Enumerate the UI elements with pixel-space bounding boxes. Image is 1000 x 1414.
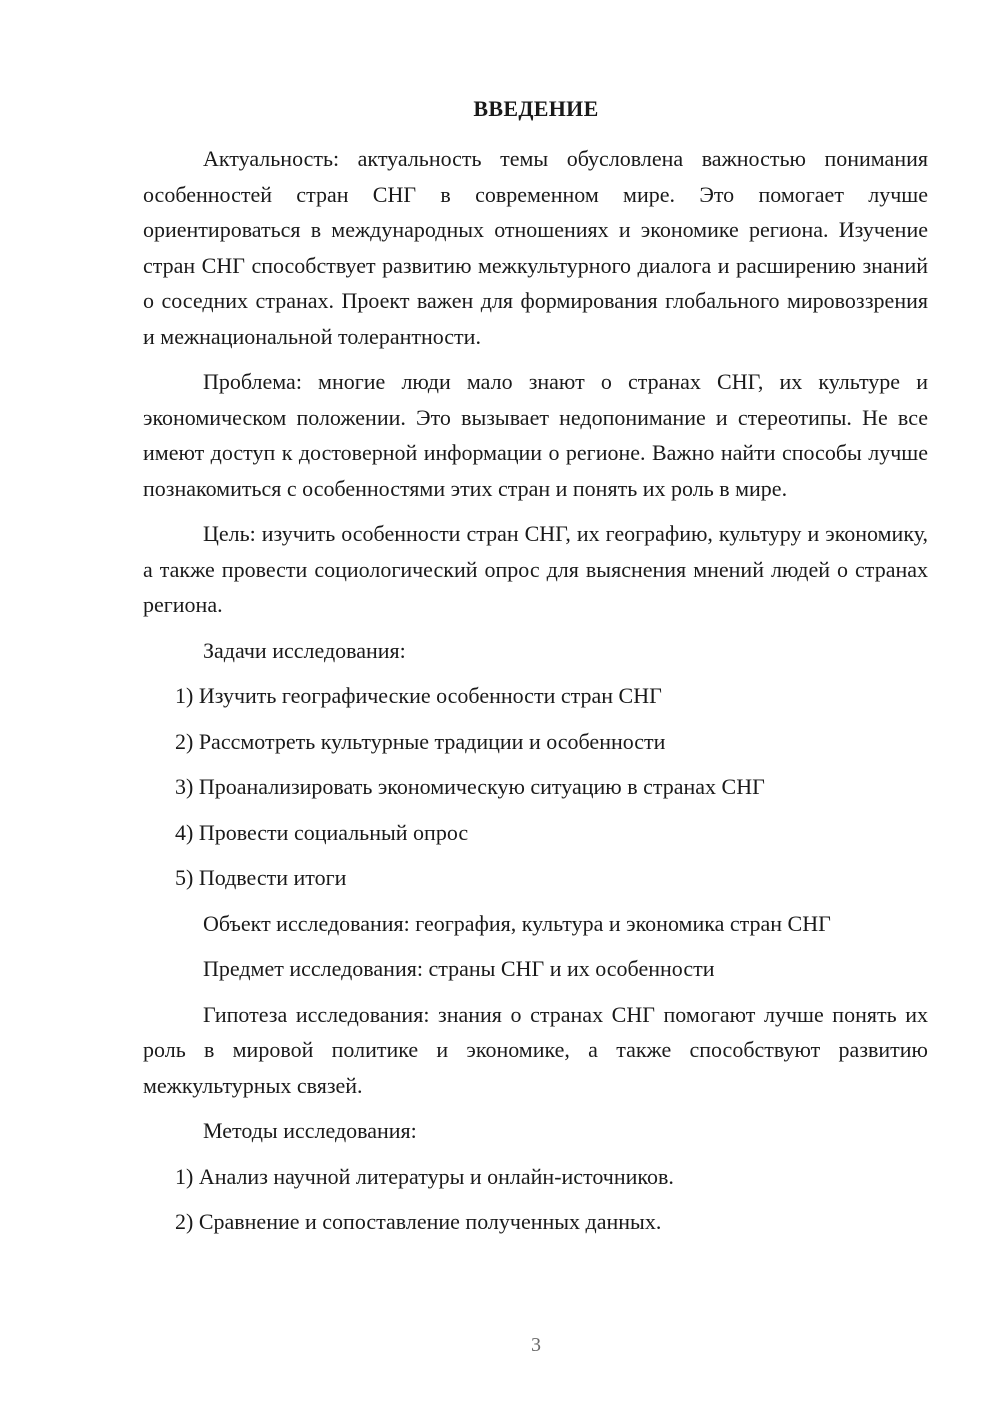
subject-paragraph: Предмет исследования: страны СНГ и их особенности	[203, 956, 715, 981]
task-item: 5) Подвести итоги	[175, 865, 347, 890]
task-item: 3) Проанализировать экономическую ситуацию в странах СНГ	[175, 774, 765, 799]
goal-paragraph: Цель: изучить особенности стран СНГ, их географию, культуру и экономику, а также провести социологический опрос для выяснения мнений людей о странах региона.	[143, 521, 928, 617]
method-item: 2) Сравнение и сопоставление полученных данных.	[175, 1209, 662, 1234]
problem-paragraph: Проблема: многие люди мало знают о странах СНГ, их культуре и экономическом положении. Это вызывает недопонимание и стереотипы. Не все имеют доступ к достоверной информации о регионе. Важно найти способы лучше познакомиться с особенностями этих стран и понять их роль в мире.	[143, 369, 928, 501]
tasks-title: Задачи исследования:	[203, 637, 406, 663]
task-item: 2) Рассмотреть культурные традиции и особенности	[175, 728, 666, 754]
task-item: 1) Изучить географические особенности стран СНГ	[175, 683, 662, 708]
method-item: 1) Анализ научной литературы и онлайн-источников.	[175, 1163, 674, 1189]
methods-title: Методы исследования:	[203, 1118, 417, 1143]
relevance-paragraph: Актуальность: актуальность темы обусловлена важностью понимания особенностей стран СНГ в современном мире. Это помогает лучше ориентироваться в международных отношениях и экономике региона. Изучение стран СНГ способствует развитию межкультурного диалога и расширению знаний о соседних странах. Проект важен для формирования глобального мировоззрения и межнациональной толерантности.	[143, 146, 928, 349]
task-item: 4) Провести социальный опрос	[175, 819, 469, 845]
page-title: ВВЕДЕНИЕ	[473, 96, 599, 121]
page-number: 3	[531, 1334, 541, 1356]
document-body	[143, 141, 928, 1250]
hypothesis-paragraph: Гипотеза исследования: знания о странах СНГ помогают лучше понять их роль в мировой политике и экономике, а также способствуют развитию межкультурных связей.	[143, 1001, 928, 1098]
object-paragraph: Объект исследования: география, культура и экономика стран СНГ	[203, 910, 831, 936]
